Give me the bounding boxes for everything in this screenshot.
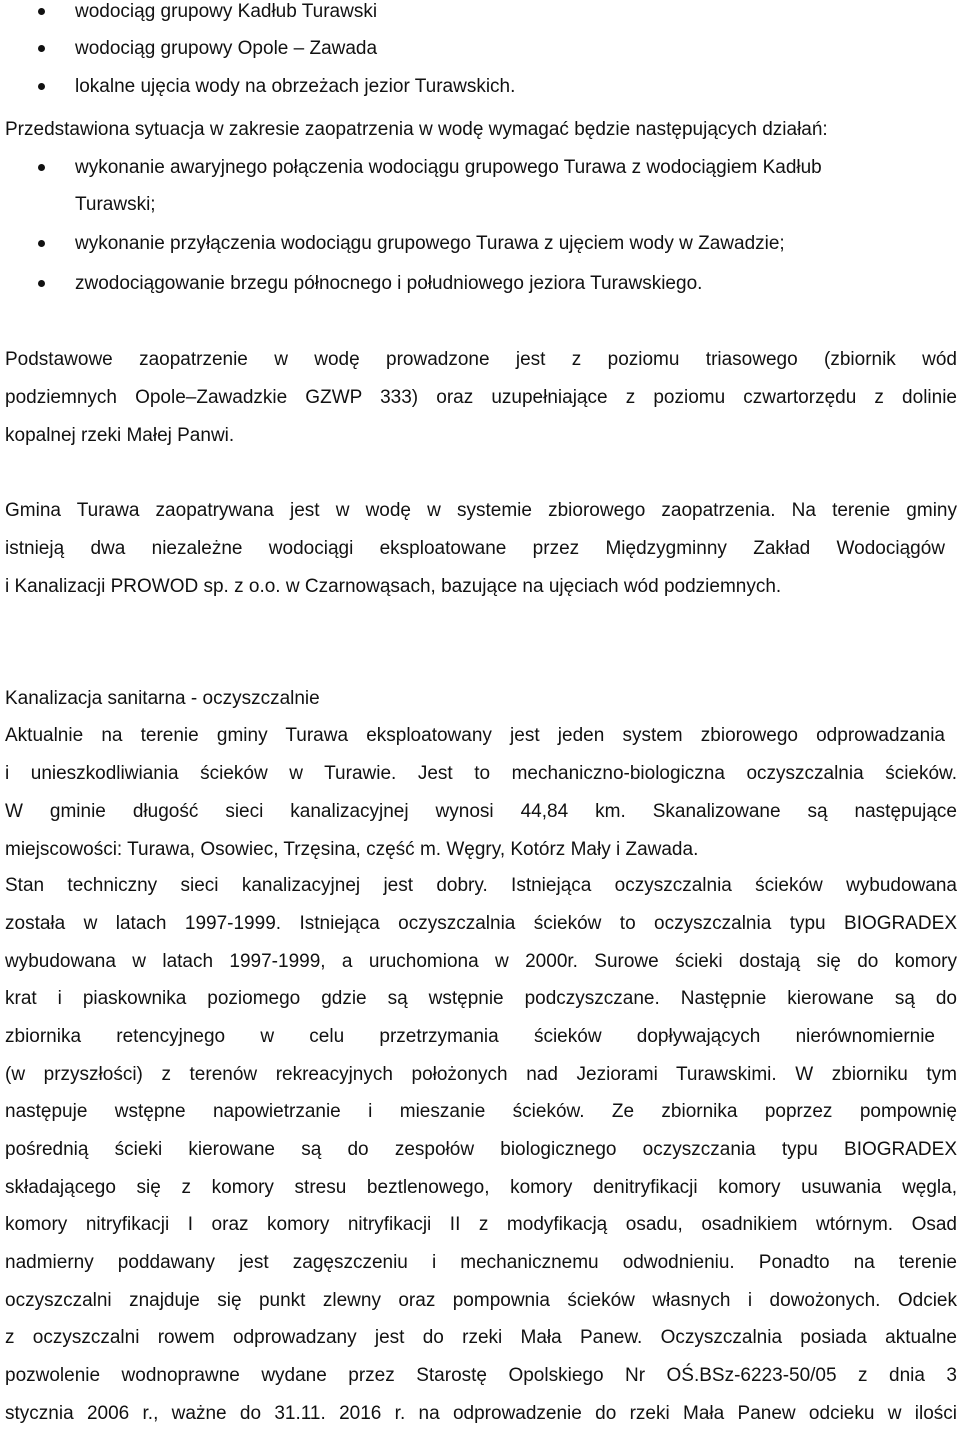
list-item-continuation: Turawski; <box>75 194 156 215</box>
bullet-icon <box>38 8 45 15</box>
paragraph-line: stycznia 2006 r., ważne do 31.11. 2016 r. na odprowadzenie do rzeki Mała Panew odcieku w ilości <box>5 1403 957 1424</box>
paragraph-line: komory nitryfikacji I oraz komory nitryfikacji II z modyfikacją osadu, osadnikiem wtórnym. Osad <box>5 1214 957 1235</box>
paragraph-line: pozwolenie wodnoprawne wydane przez Starostę Opolskiego Nr OŚ.BSz-6223-50/05 z dnia 3 <box>5 1365 957 1386</box>
paragraph-line: następuje wstępne napowietrzanie i mieszanie ścieków. Ze zbiornika poprzez pompownię <box>5 1101 957 1122</box>
paragraph-line: pośrednią ścieki kierowane są do zespołów biologicznego oczyszczania typu BIOGRADEX <box>5 1139 957 1160</box>
paragraph-line: została w latach 1997-1999. Istniejąca oczyszczalnia ścieków to oczyszczalnia typu BIOGRADEX <box>5 913 957 934</box>
paragraph-line: podziemnych Opole–Zawadzkie GZWP 333) oraz uzupełniające z poziomu czwartorzędu z dolinie <box>5 387 957 408</box>
paragraph-line: krat i piaskownika poziomego gdzie są wstępnie podczyszczane. Następnie kierowane są do <box>5 988 957 1009</box>
list-item <box>0 232 960 256</box>
list-item-text: zwodociągowanie brzegu północnego i południowego jeziora Turawskiego. <box>75 273 703 294</box>
bullet-icon <box>38 45 45 52</box>
bullet-icon <box>38 83 45 90</box>
list-item <box>0 156 960 180</box>
list-item <box>0 75 960 99</box>
list-item-text: wodociąg grupowy Opole – Zawada <box>75 38 378 59</box>
paragraph-line: istnieją dwa niezależne wodociągi eksploatowane przez Międzygminny Zakład Wodociągów <box>5 538 945 559</box>
list-item-text: wykonanie awaryjnego połączenia wodociągu grupowego Turawa z wodociągiem Kadłub <box>75 157 822 178</box>
list-item <box>0 37 960 61</box>
paragraph-line: miejscowości: Turawa, Osowiec, Trzęsina, część m. Węgry, Kotórz Mały i Zawada. <box>5 839 699 860</box>
paragraph-line: i Kanalizacji PROWOD sp. z o.o. w Czarnowąsach, bazujące na ujęciach wód podziemnych. <box>5 576 782 597</box>
paragraph-line: zbiornika retencyjnego w celu przetrzymania ścieków dopływających nierównomiernie <box>5 1026 935 1047</box>
paragraph-line: z oczyszczalni rowem odprowadzany jest do rzeki Mała Panew. Oczyszczalnia posiada aktualne <box>5 1327 957 1348</box>
paragraph-line: Aktualnie na terenie gminy Turawa eksploatowany jest jeden system zbiorowego odprowadzania <box>5 725 945 746</box>
paragraph-line: Podstawowe zaopatrzenie w wodę prowadzone jest z poziomu triasowego (zbiornik wód <box>5 349 957 370</box>
paragraph-line: składającego się z komory stresu beztlenowego, komory denitryfikacji komory usuwania węgla, <box>5 1177 957 1198</box>
section-heading: Kanalizacja sanitarna - oczyszczalnie <box>5 688 320 709</box>
list-item <box>0 0 960 24</box>
list-item <box>0 272 960 296</box>
list-item-text: lokalne ujęcia wody na obrzeżach jezior Turawskich. <box>75 76 516 97</box>
paragraph-line: i unieszkodliwiania ścieków w Turawie. Jest to mechaniczno-biologiczna oczyszczalnia ścieków. <box>5 763 957 784</box>
bullet-icon <box>38 280 45 287</box>
paragraph-line: wybudowana w latach 1997-1999, a uruchomiona w 2000r. Surowe ścieki dostają się do komory <box>5 951 957 972</box>
actions-intro: Przedstawiona sytuacja w zakresie zaopatrzenia w wodę wymagać będzie następujących działań: <box>5 119 828 140</box>
paragraph-line: kopalnej rzeki Małej Panwi. <box>5 425 235 446</box>
bullet-icon <box>38 240 45 247</box>
list-item-text: wykonanie przyłączenia wodociągu grupowego Turawa z ujęciem wody w Zawadzie; <box>75 233 785 254</box>
paragraph-line: W gminie długość sieci kanalizacyjnej wynosi 44,84 km. Skanalizowane są następujące <box>5 801 957 822</box>
paragraph-line: Stan techniczny sieci kanalizacyjnej jest dobry. Istniejąca oczyszczalnia ścieków wybudowana <box>5 875 957 896</box>
bullet-icon <box>38 164 45 171</box>
paragraph-line: (w przyszłości) z terenów rekreacyjnych położonych nad Jeziorami Turawskimi. W zbiorniku tym <box>5 1064 957 1085</box>
paragraph-line: nadmierny poddawany jest zagęszczeniu i mechanicznemu odwodnieniu. Ponadto na terenie <box>5 1252 957 1273</box>
paragraph-line: oczyszczalni znajduje się punkt zlewny oraz pompownia ścieków własnych i dowożonych. Odciek <box>5 1290 957 1311</box>
paragraph-line: Gmina Turawa zaopatrywana jest w wodę w systemie zbiorowego zaopatrzenia. Na terenie gminy <box>5 500 957 521</box>
list-item-text: wodociąg grupowy Kadłub Turawski <box>75 1 378 22</box>
